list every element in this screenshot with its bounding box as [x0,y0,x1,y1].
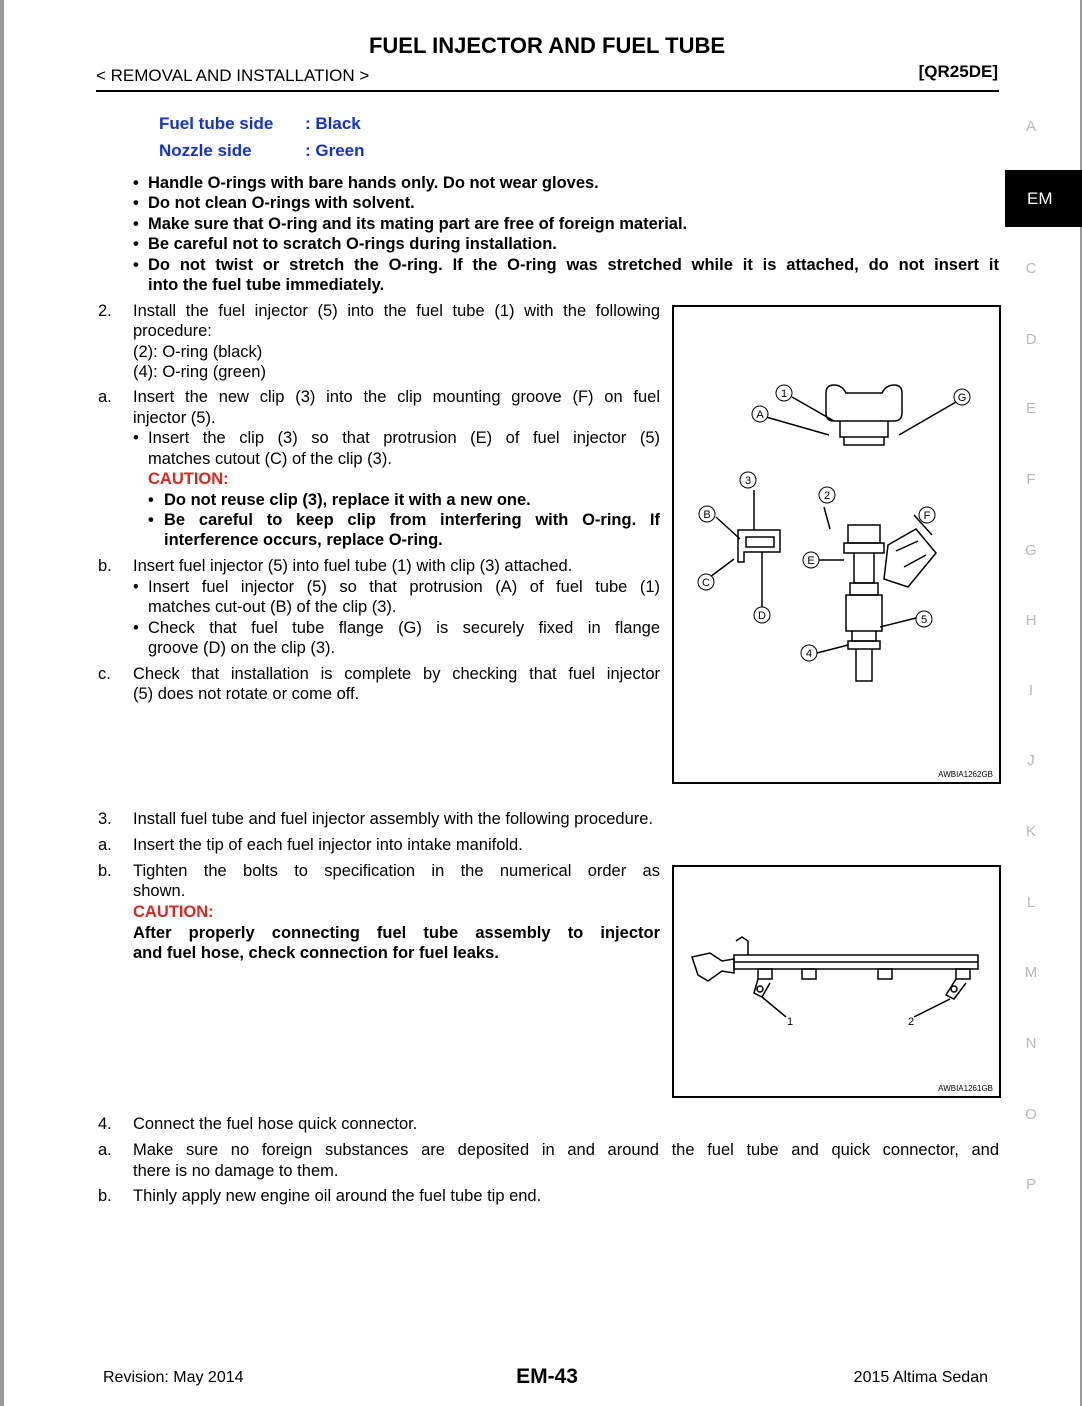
step2a-sub-line: matches cutout (C) of the clip (3). [148,450,392,468]
substep-label: b. [98,1187,112,1205]
page-edge-left [0,0,4,1406]
oring-label-tube: Fuel tube side [159,114,274,133]
step2a-line: Insert the new clip (3) into the clip mounting groove (F) on fuel [133,388,660,406]
figure-code: AWBIA1262GB [938,770,993,779]
index-tab-em-active[interactable]: EM [1005,170,1082,227]
svg-text:1: 1 [780,388,788,400]
step-number: 3. [98,810,112,828]
step2b-sub2-line: Check that fuel tube flange (G) is securely fixed in flange [148,619,660,637]
callout-4 [801,645,817,661]
step2-line: (2): O-ring (black) [133,343,263,361]
step2-line: (4): O-ring (green) [133,363,266,381]
svg-text:A: A [756,409,764,421]
bolt-callout-2: 2 [907,1016,915,1028]
bullet: • [133,578,139,596]
index-letter-k[interactable]: K [1025,823,1036,840]
footer-page-number: EM-43 [516,1365,578,1388]
index-letter-i[interactable]: I [1028,682,1034,699]
callout-B [699,506,715,522]
bullet: • [148,511,154,529]
step2c-line: Check that installation is complete by checking that fuel injector [133,665,660,683]
index-letter-e[interactable]: E [1025,400,1036,417]
step3b-line: Tighten the bolts to specification in the numerical order as [133,862,660,880]
callout-A [752,406,768,422]
step2b-sub1-line: Insert fuel injector (5) so that protrusion (A) of fuel tube (1) [148,578,660,596]
index-letter-a[interactable]: A [1025,118,1036,135]
callout-G [954,389,970,405]
step3b-caution-line: and fuel hose, check connection for fuel leaks. [133,944,499,962]
callout-D [754,607,770,623]
step4-line: Connect the fuel hose quick connector. [133,1115,418,1133]
step4a-line: there is no damage to them. [133,1162,339,1180]
step3a-line: Insert the tip of each fuel injector into intake manifold. [133,836,523,854]
callout-E [803,552,819,568]
step2b-line: Insert fuel injector (5) into fuel tube (1) with clip (3) attached. [133,557,573,575]
index-letter-l[interactable]: L [1026,894,1036,911]
step3b-caution-line: After properly connecting fuel tube assembly to injector [133,924,660,942]
index-letter-h[interactable]: H [1025,612,1037,629]
top-caution-item: Handle O-rings with bare hands only. Do not wear gloves. [148,174,599,192]
caution-label: CAUTION: [133,903,214,921]
step-number: 4. [98,1115,112,1133]
svg-text:4: 4 [805,648,813,660]
index-letter-f[interactable]: F [1026,471,1036,488]
step2b-sub1-line: matches cut-out (B) of the clip (3). [148,598,397,616]
index-letter-p[interactable]: P [1025,1176,1036,1193]
caution-label: CAUTION: [148,470,229,488]
svg-text:2: 2 [823,490,831,502]
figure-fuel-tube-bolts [672,865,1001,1098]
top-caution-item: Make sure that O-ring and its mating part are free of foreign material. [148,215,688,233]
fuel-tube-illustration [674,867,999,1096]
index-letter-n[interactable]: N [1025,1035,1037,1052]
bullet: • [148,491,154,509]
index-letter-j[interactable]: J [1027,752,1035,769]
callout-5 [916,611,932,627]
bullet: • [133,235,139,253]
bullet: • [133,429,139,447]
step2a-line: injector (5). [133,409,216,427]
top-caution-item: Be careful not to scratch O-rings during installation. [148,235,557,253]
bullet: • [133,619,139,637]
callout-3 [740,472,756,488]
oring-value-nozzle: : Green [305,141,365,160]
substep-label: a. [98,1141,112,1159]
step2-line: Install the fuel injector (5) into the fuel tube (1) with the following [133,302,660,320]
callout-C [698,574,714,590]
callout-1 [776,385,792,401]
footer-model: 2015 Altima Sedan [853,1369,988,1386]
figure-injector-clip [672,305,1001,784]
index-letter-c[interactable]: C [1025,260,1037,277]
callout-F [919,507,935,523]
index-letter-o[interactable]: O [1025,1106,1037,1123]
oring-value-tube: : Black [305,114,361,133]
index-letter-d[interactable]: D [1025,331,1037,348]
substep-label: c. [98,665,111,683]
substep-label: a. [98,388,112,406]
header-rule [96,90,999,92]
step-number: 2. [98,302,112,320]
engine-code: [QR25DE] [918,62,998,81]
oring-label-nozzle: Nozzle side [159,141,252,160]
step2a-sub-line: Insert the clip (3) so that protrusion (E) of fuel injector (5) [148,429,660,447]
figure-code: AWBIA1261GB [938,1084,993,1093]
bullet: • [133,256,139,274]
step4b-line: Thinly apply new engine oil around the fuel tube tip end. [133,1187,542,1205]
substep-label: a. [98,836,112,854]
footer-revision: Revision: May 2014 [103,1369,244,1386]
substep-label: b. [98,557,112,575]
step3-line: Install fuel tube and fuel injector assembly with the following procedure. [133,810,654,828]
svg-text:5: 5 [920,614,928,626]
bullet: • [133,174,139,192]
step3b-line: shown. [133,882,186,900]
index-letter-m[interactable]: M [1024,964,1038,981]
top-caution-item: Do not clean O-rings with solvent. [148,194,415,212]
bullet: • [133,194,139,212]
step4a-line: Make sure no foreign substances are deposited in and around the fuel tube and quick connector, and [133,1141,999,1159]
svg-text:C: C [702,577,710,589]
svg-text:3: 3 [744,475,752,487]
svg-text:B: B [703,509,711,521]
step2-line: procedure: [133,322,212,340]
step2a-caution: Do not reuse clip (3), replace it with a new one. [164,491,531,509]
step2a-caution: Be careful to keep clip from interfering with O-ring. If [164,511,660,529]
svg-text:G: G [957,392,967,404]
callout-2 [819,487,835,503]
top-caution-item-cont: into the fuel tube immediately. [148,276,385,294]
top-caution-item: Do not twist or stretch the O-ring. If the O-ring was stretched while it is attached, do not insert it [148,256,999,274]
svg-text:E: E [807,555,815,567]
index-letter-g[interactable]: G [1025,542,1037,559]
step2b-sub2-line: groove (D) on the clip (3). [148,639,336,657]
step2c-line: (5) does not rotate or come off. [133,685,360,703]
substep-label: b. [98,862,112,880]
step2a-caution-cont: interference occurs, replace O-ring. [164,531,443,549]
svg-text:D: D [758,610,766,622]
bullet: • [133,215,139,233]
page-title: FUEL INJECTOR AND FUEL TUBE [368,33,726,58]
breadcrumb: < REMOVAL AND INSTALLATION > [96,66,370,85]
injector-clip-illustration [674,307,999,782]
bolt-callout-1: 1 [786,1016,794,1028]
svg-text:F: F [923,510,931,522]
